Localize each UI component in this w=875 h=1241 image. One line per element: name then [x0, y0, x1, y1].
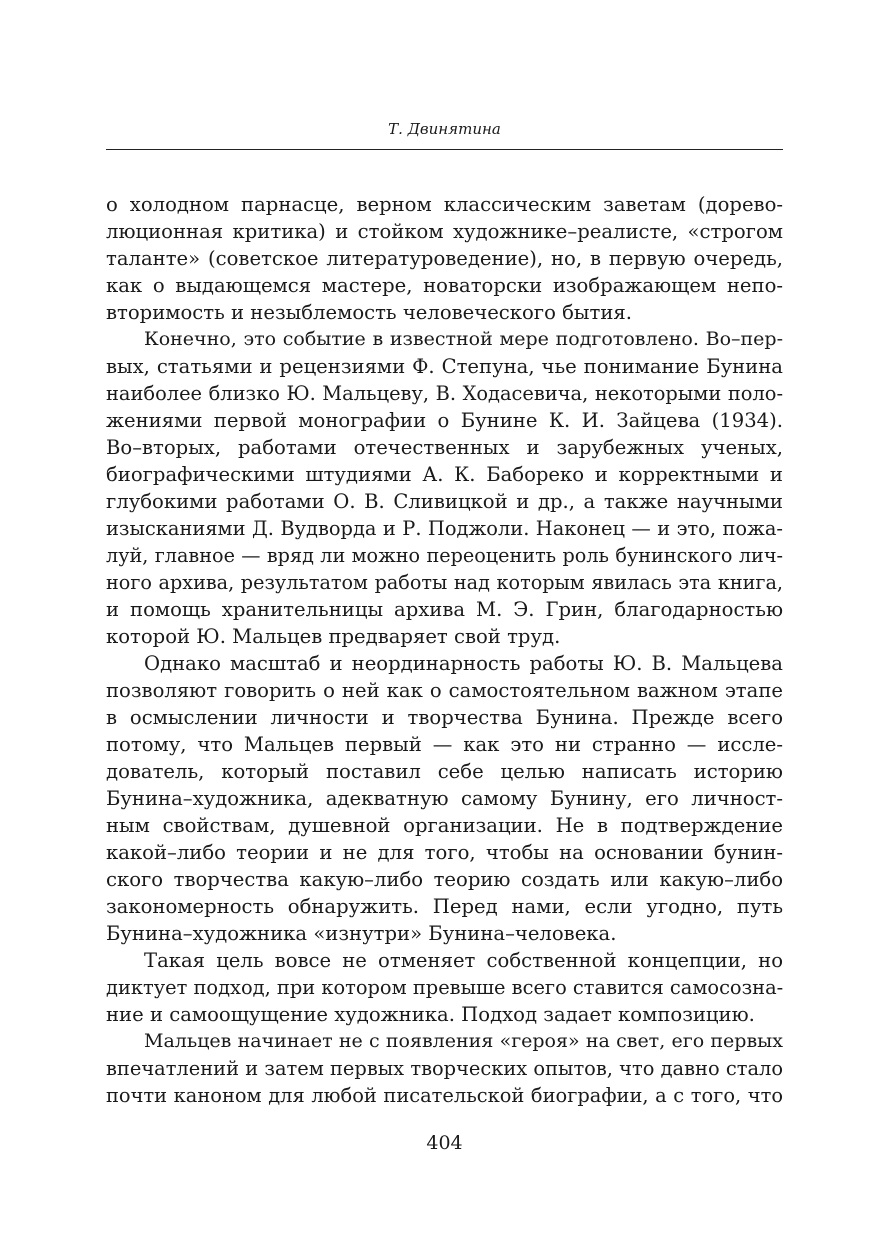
text-line: Конечно, это событие в известной мере подготовлено. Во–пер-	[144, 328, 783, 350]
text-line: в осмыслении личности и творчества Бунина. Прежде всего	[106, 706, 783, 729]
body-text	[106, 191, 783, 1109]
text-line: жениями первой монографии о Бунине К. И. Зайцева (1934).	[106, 409, 783, 432]
text-line: впечатлений и затем первых творческих опытов, что давно стало	[106, 1057, 783, 1080]
text-line: диктует подход, при котором превыше всего ставится самосозна-	[106, 976, 783, 999]
text-line: ным свойствам, душевной организации. Не в подтверждение	[106, 814, 783, 837]
text-line: вторимость и незыблемость человеческого бытия.	[106, 301, 632, 324]
running-head: Т. Двинятина	[388, 120, 501, 138]
text-line: глубокими работами О. В. Сливицкой и др., а также научными	[106, 490, 783, 513]
text-line: луй, главное — вряд ли можно переоценить роль бунинского лич-	[106, 544, 783, 567]
text-line: биографическими штудиями А. К. Бабореко и корректными и	[106, 463, 783, 486]
text-line: Такая цель вовсе не отменяет собственной концепции, но	[144, 949, 783, 972]
text-line: таланте» (советское литературоведение), но, в первую очередь,	[106, 247, 783, 270]
text-line: потому, что Мальцев первый — как это ни странно — иссле-	[106, 733, 783, 756]
text-line: Мальцев начинает не с появления «героя» на свет, его первых	[144, 1030, 783, 1052]
text-line: изысканиями Д. Вудворда и Р. Поджоли. Наконец — и это, пожа-	[106, 517, 783, 540]
text-line: и помощь хранительницы архива М. Э. Грин, благодарностью	[106, 598, 783, 621]
text-line: закономерность обнаружить. Перед нами, если угодно, путь	[106, 895, 783, 918]
text-line: как о выдающемся мастере, новаторски изображающем непо-	[106, 274, 783, 297]
text-line: вых, статьями и рецензиями Ф. Степуна, чье понимание Бунина	[106, 355, 783, 378]
text-line: позволяют говорить о ней как о самостоятельном важном этапе	[106, 679, 783, 702]
text-line: о холодном парнасце, верном классическим заветам (доревo-	[106, 193, 783, 216]
text-line: Однако масштаб и неординарность работы Ю. В. Мальцева	[144, 652, 783, 675]
text-line: дователь, который поставил себе целью написать историю	[106, 760, 783, 783]
text-line: ние и самоощущение художника. Подход задает композицию.	[106, 1003, 755, 1026]
text-line: Бунина–художника, адекватную самому Бунину, его личност-	[106, 787, 783, 810]
text-line: ского творчества какую–либо теорию создать или какую–либо	[106, 868, 783, 891]
text-line: Бунина–художника «изнутри» Бунина–человека.	[106, 922, 617, 945]
text-line: которой Ю. Мальцев предваряет свой труд.	[106, 625, 561, 648]
header-rule	[106, 149, 783, 150]
text-line: люционная критика) и стойком художнике–реалисте, «строгом	[106, 220, 783, 243]
text-line: ного архива, результатом работы над которым явилась эта книга,	[106, 571, 783, 594]
text-line: наиболее близко Ю. Мальцеву, В. Ходасевича, некоторыми поло-	[106, 382, 783, 405]
text-line: Во–вторых, работами отечественных и зарубежных ученых,	[106, 436, 783, 459]
text-line: какой–либо теории и не для того, чтобы на основании бунин-	[106, 841, 783, 864]
page-number: 404	[426, 1132, 463, 1154]
text-line: почти каноном для любой писательской биографии, а с того, что	[106, 1084, 783, 1107]
